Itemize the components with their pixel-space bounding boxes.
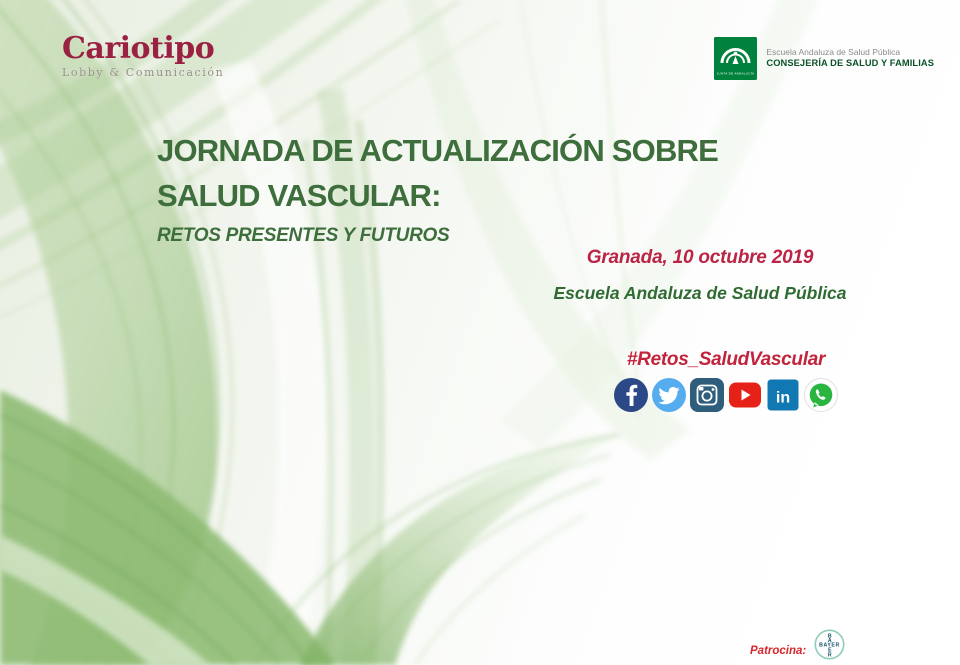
social-icons-row bbox=[600, 378, 852, 412]
bayer-vertical-letter: A bbox=[828, 638, 832, 645]
bayer-vertical-letter: B bbox=[828, 633, 832, 640]
bayer-vertical-letter: R bbox=[828, 652, 832, 659]
event-date: Granada, 10 octubre 2019 bbox=[586, 247, 814, 268]
instagram-icon[interactable] bbox=[690, 378, 724, 412]
event-hashtag: #Retos_SaludVascular bbox=[626, 349, 826, 370]
facebook-icon[interactable] bbox=[614, 378, 648, 412]
page-title bbox=[157, 128, 757, 218]
twitter-icon[interactable] bbox=[652, 378, 686, 412]
easp-consejeria: CONSEJERÍA DE SALUD Y FAMILIAS bbox=[766, 58, 934, 68]
event-venue: Escuela Andaluza de Salud Pública bbox=[553, 283, 847, 303]
cariotipo-logo bbox=[62, 31, 225, 79]
junta-andalucia-icon bbox=[714, 37, 757, 80]
easp-name: Escuela Andaluza de Salud Pública bbox=[766, 47, 901, 58]
junta-label: JUNTA DE ANDALUCÍA bbox=[717, 71, 755, 76]
easp-logo bbox=[714, 37, 934, 80]
linkedin-glyph: in bbox=[775, 389, 791, 407]
linkedin-icon[interactable] bbox=[766, 378, 800, 412]
page-subtitle: RETOS PRESENTES Y FUTUROS bbox=[157, 225, 450, 246]
title-line1: JORNADA DE ACTUALIZACIÓN SOBRE bbox=[157, 133, 718, 168]
bayer-vertical-letter: E bbox=[828, 647, 832, 654]
title-line2: SALUD VASCULAR: bbox=[157, 178, 441, 213]
sponsor-label: Patrocina: bbox=[750, 644, 807, 657]
youtube-icon[interactable] bbox=[728, 378, 762, 412]
cariotipo-logo-name: Cariotipo bbox=[62, 31, 215, 66]
bayer-horizontal-text: BAYER bbox=[819, 642, 841, 649]
cariotipo-logo-tagline: Lobby & Comunicación bbox=[62, 66, 225, 79]
bayer-logo-icon bbox=[814, 629, 845, 660]
whatsapp-icon[interactable] bbox=[804, 378, 838, 412]
